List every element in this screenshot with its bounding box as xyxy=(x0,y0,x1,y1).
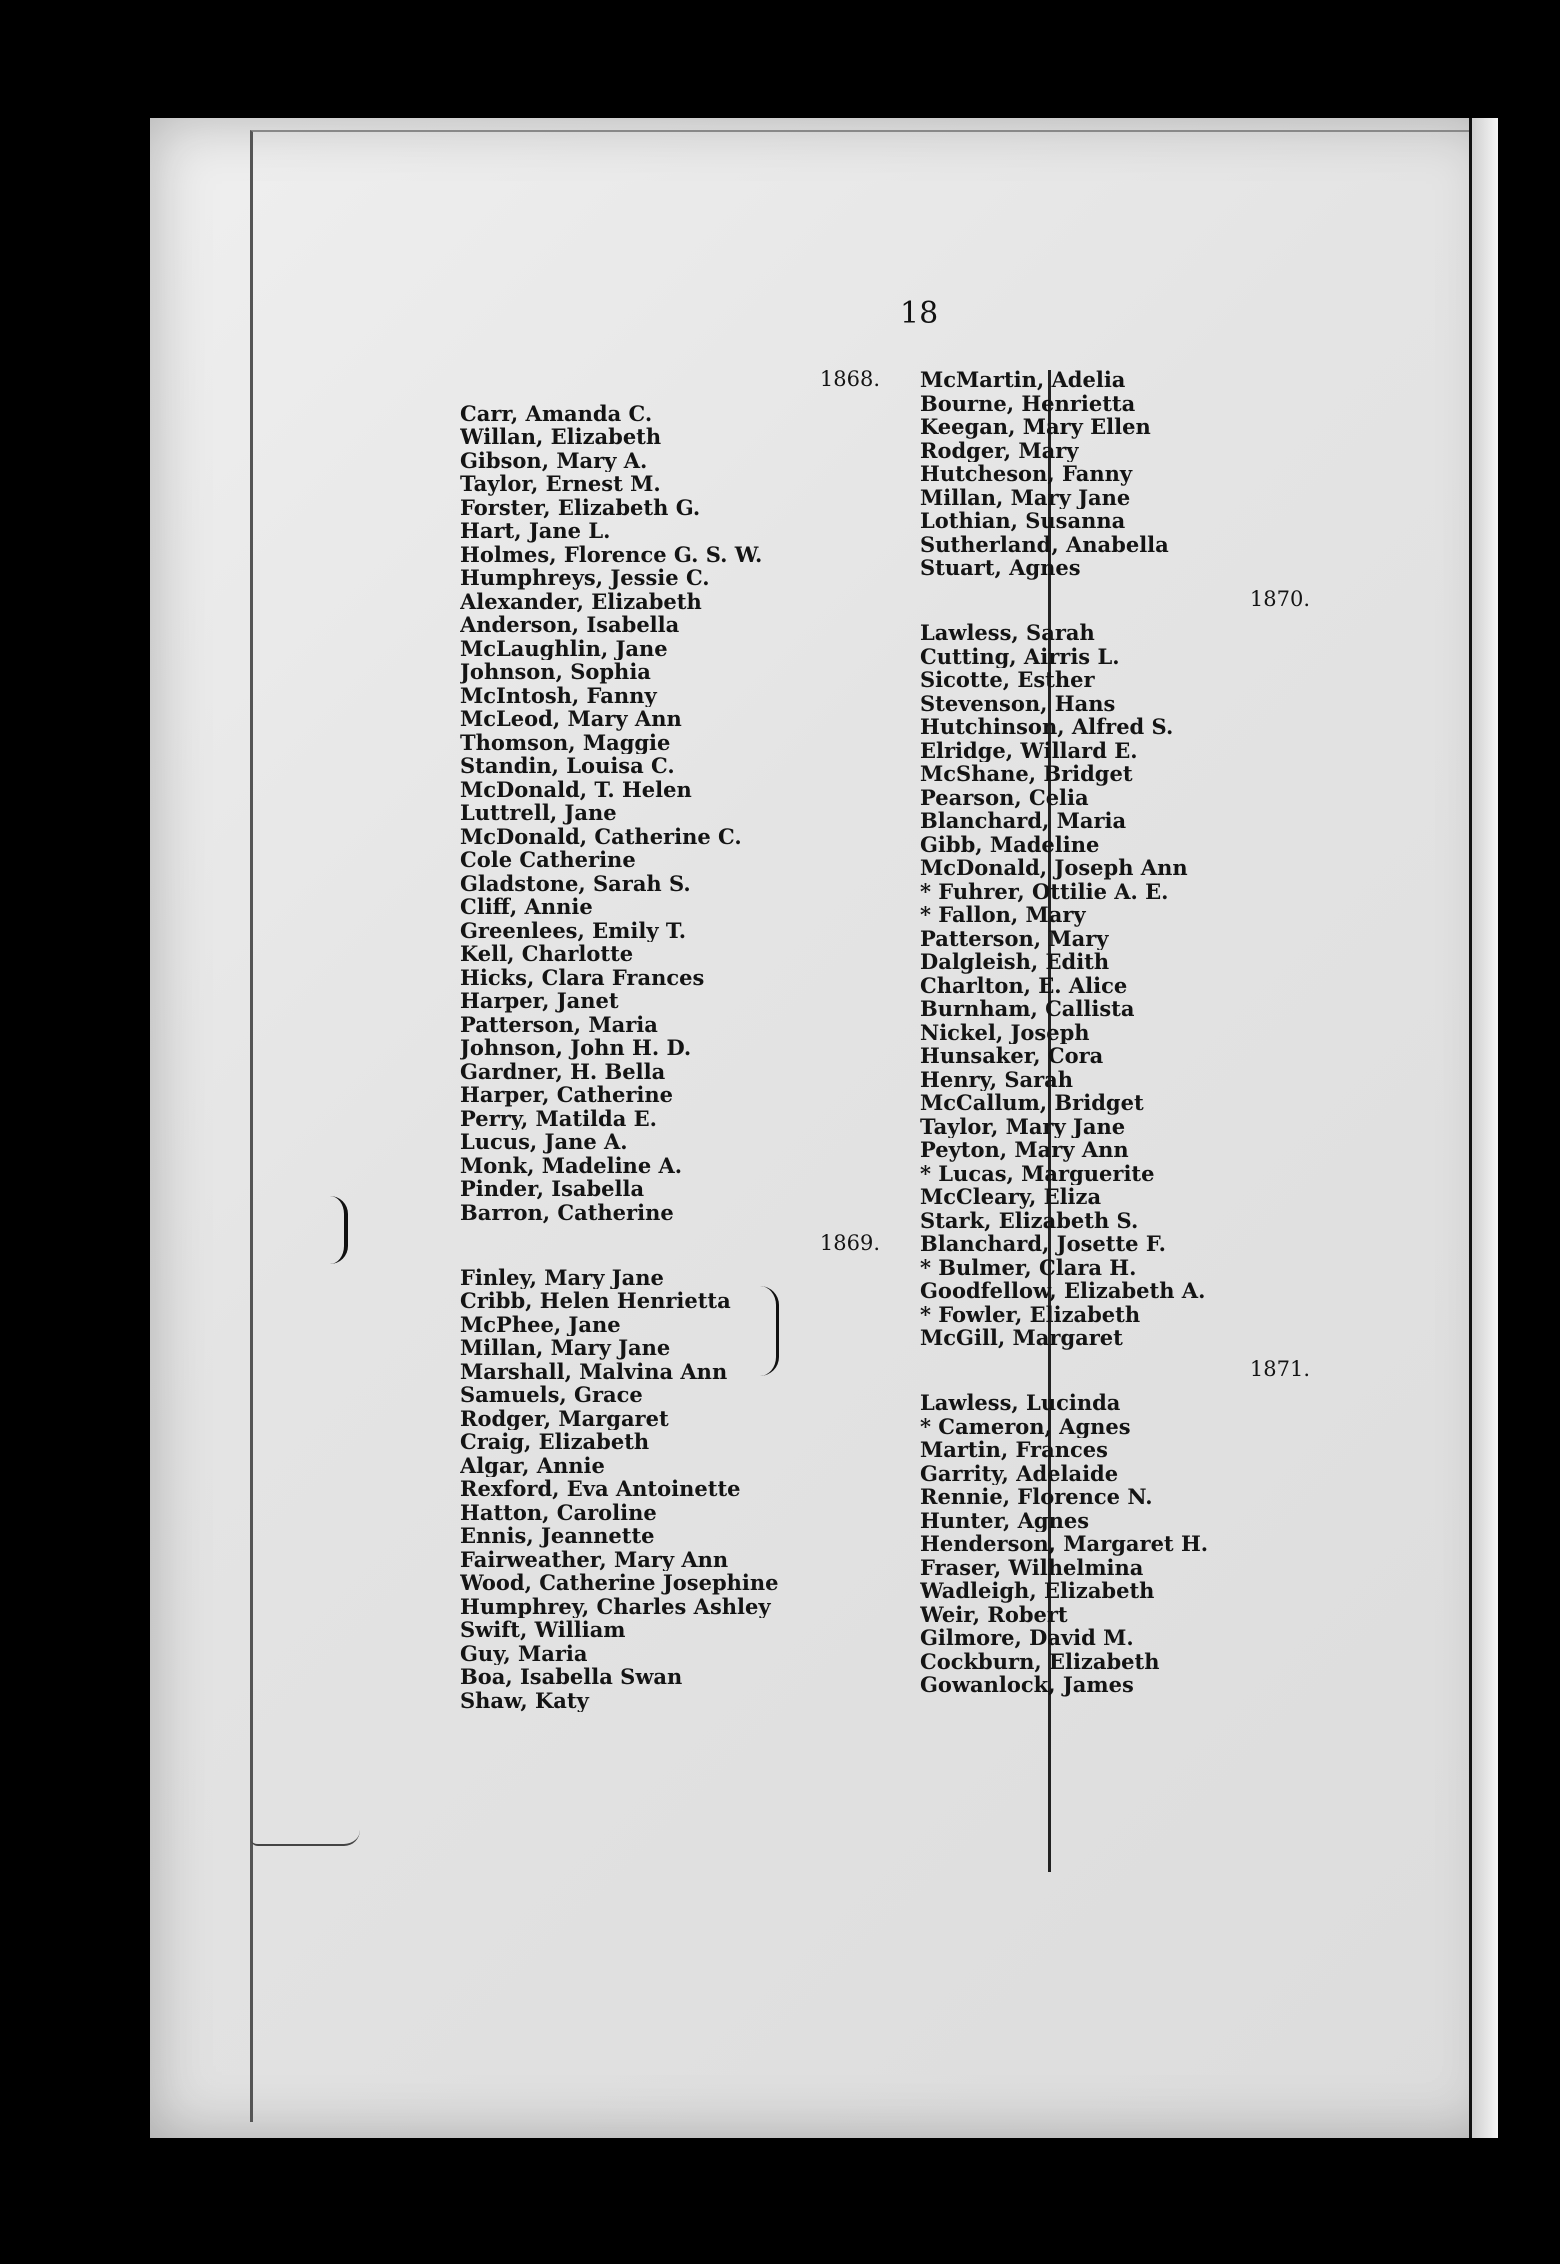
name-entry: Millan, Mary Jane xyxy=(920,485,1131,509)
name-entry: Craig, Elizabeth xyxy=(460,1430,650,1454)
name-entry: Gardner, H. Bella xyxy=(460,1059,666,1083)
name-entry: Stark, Elizabeth S. xyxy=(920,1208,1139,1232)
name-entry: Garrity, Adelaide xyxy=(920,1461,1119,1485)
name-entry: Samuels, Grace xyxy=(460,1383,643,1407)
name-entry: Alexander, Elizabeth xyxy=(460,589,702,613)
right-name-column xyxy=(920,368,1370,1697)
name-entry: Barron, Catherine xyxy=(460,1200,674,1224)
name-entry: Anderson, Isabella xyxy=(460,613,680,637)
name-entry: Finley, Mary Jane xyxy=(460,1265,664,1289)
name-entry: Johnson, Sophia xyxy=(460,660,651,684)
name-entry: Sutherland, Anabella xyxy=(920,532,1169,556)
name-entry: Taylor, Mary Jane xyxy=(920,1114,1126,1138)
name-entry: Luttrell, Jane xyxy=(460,801,617,825)
name-entry: * Cameron, Agnes xyxy=(920,1414,1131,1438)
name-entry: Hunter, Agnes xyxy=(920,1508,1090,1532)
name-entry: Hart, Jane L. xyxy=(460,519,611,543)
name-entry: Blanchard, Maria xyxy=(920,809,1127,833)
name-entry: Gibb, Madeline xyxy=(920,832,1100,856)
name-entry: Peyton, Mary Ann xyxy=(920,1138,1129,1162)
name-entry: Kell, Charlotte xyxy=(460,942,634,966)
year-heading: 1869. xyxy=(819,1232,880,1255)
name-entry: Rexford, Eva Antoinette xyxy=(460,1477,741,1501)
name-entry: Lucus, Jane A. xyxy=(460,1130,628,1154)
name-entry: Keegan, Mary Ellen xyxy=(920,415,1151,439)
name-entry: McCleary, Eliza xyxy=(920,1185,1102,1209)
name-entry: Perry, Matilda E. xyxy=(460,1106,657,1130)
name-entry: Cribb, Helen Henrietta xyxy=(460,1289,731,1313)
name-entry: Fraser, Wilhelmina xyxy=(920,1555,1144,1579)
name-entry: Cole Catherine xyxy=(460,848,636,872)
name-entry: Ennis, Jeannette xyxy=(460,1524,655,1548)
name-entry: Standin, Louisa C. xyxy=(460,754,675,778)
name-entry: Blanchard, Josette F. xyxy=(920,1232,1166,1256)
name-entry: Millan, Mary Jane xyxy=(460,1336,671,1360)
name-entry: Patterson, Mary xyxy=(920,926,1109,950)
name-entry: Swift, William xyxy=(460,1618,626,1642)
name-entry: Henderson, Margaret H. xyxy=(920,1532,1209,1556)
name-entry: Gibson, Mary A. xyxy=(460,448,648,472)
name-entry: Johnson, John H. D. xyxy=(460,1036,692,1060)
handwritten-squiggle-mark xyxy=(250,1830,360,1846)
name-entry: Wood, Catherine Josephine xyxy=(460,1571,779,1595)
name-entry: McDonald, Joseph Ann xyxy=(920,856,1188,880)
name-entry: Hatton, Caroline xyxy=(460,1500,657,1524)
name-entry: Pearson, Celia xyxy=(920,785,1089,809)
name-entry: Cockburn, Elizabeth xyxy=(920,1649,1160,1673)
name-entry: McMartin, Adelia xyxy=(920,368,1126,392)
name-entry: Harper, Catherine xyxy=(460,1083,674,1107)
name-entry: McCallum, Bridget xyxy=(920,1091,1144,1115)
page-edge xyxy=(1469,118,1498,2138)
name-entry: McDonald, T. Helen xyxy=(460,777,692,801)
name-entry: Weir, Robert xyxy=(920,1602,1068,1626)
name-entry: Humphreys, Jessie C. xyxy=(460,566,710,590)
page-number: 18 xyxy=(900,296,939,331)
name-entry: McIntosh, Fanny xyxy=(460,683,657,707)
name-entry: Holmes, Florence G. S. W. xyxy=(460,542,763,566)
name-entry: Rodger, Mary xyxy=(920,438,1079,462)
name-entry: McGill, Margaret xyxy=(920,1326,1123,1350)
name-entry: Burnham, Callista xyxy=(920,997,1135,1021)
name-entry: Stuart, Agnes xyxy=(920,556,1081,580)
name-entry: Fairweather, Mary Ann xyxy=(460,1547,729,1571)
year-heading: 1868. xyxy=(819,368,880,391)
name-entry: * Lucas, Marguerite xyxy=(920,1161,1155,1185)
name-entry: Stevenson, Hans xyxy=(920,691,1116,715)
name-entry: Lawless, Lucinda xyxy=(920,1391,1121,1415)
name-entry: * Fowler, Elizabeth xyxy=(920,1302,1141,1326)
name-entry: Patterson, Maria xyxy=(460,1012,658,1036)
name-entry: * Fallon, Mary xyxy=(920,903,1086,927)
name-entry: Hunsaker, Cora xyxy=(920,1044,1104,1068)
name-entry: Hicks, Clara Frances xyxy=(460,965,705,989)
handwritten-brace-mark xyxy=(330,1196,348,1264)
name-entry: Sicotte, Esther xyxy=(920,668,1095,692)
name-entry: Monk, Madeline A. xyxy=(460,1153,683,1177)
name-entry: Humphrey, Charles Ashley xyxy=(460,1594,771,1618)
name-entry: Gowanlock, James xyxy=(920,1673,1134,1697)
name-entry: Hutcheson, Fanny xyxy=(920,462,1133,486)
name-entry: McLaughlin, Jane xyxy=(460,636,668,660)
document-page xyxy=(150,118,1498,2138)
name-entry: Harper, Janet xyxy=(460,989,619,1013)
name-entry: Guy, Maria xyxy=(460,1641,588,1665)
name-entry: Lothian, Susanna xyxy=(920,509,1126,533)
name-entry: Henry, Sarah xyxy=(920,1067,1074,1091)
name-entry: Lawless, Sarah xyxy=(920,621,1095,645)
left-name-column xyxy=(460,368,890,1712)
name-entry: McShane, Bridget xyxy=(920,762,1133,786)
name-entry: Greenlees, Emily T. xyxy=(460,918,687,942)
name-entry: Bourne, Henrietta xyxy=(920,391,1136,415)
name-entry: Thomson, Maggie xyxy=(460,730,671,754)
name-entry: Rodger, Margaret xyxy=(460,1406,669,1430)
name-entry: Goodfellow, Elizabeth A. xyxy=(920,1279,1206,1303)
name-entry: Shaw, Katy xyxy=(460,1688,589,1712)
name-entry: McDonald, Catherine C. xyxy=(460,824,742,848)
name-entry: Marshall, Malvina Ann xyxy=(460,1359,728,1383)
name-entry: Boa, Isabella Swan xyxy=(460,1665,683,1689)
name-entry: Gilmore, David M. xyxy=(920,1626,1134,1650)
name-entry: McLeod, Mary Ann xyxy=(460,707,682,731)
name-entry: Carr, Amanda C. xyxy=(460,401,653,425)
name-entry: Cutting, Airris L. xyxy=(920,644,1120,668)
name-entry: Taylor, Ernest M. xyxy=(460,472,661,496)
name-entry: Gladstone, Sarah S. xyxy=(460,871,691,895)
name-entry: Charlton, E. Alice xyxy=(920,973,1128,997)
name-entry: Hutchinson, Alfred S. xyxy=(920,715,1174,739)
year-heading: 1871. xyxy=(1249,1357,1310,1381)
name-entry: Algar, Annie xyxy=(460,1453,605,1477)
name-entry: * Fuhrer, Ottilie A. E. xyxy=(920,879,1169,903)
name-entry: Pinder, Isabella xyxy=(460,1177,645,1201)
name-entry: Martin, Frances xyxy=(920,1438,1108,1462)
name-entry: Dalgleish, Edith xyxy=(920,950,1110,974)
name-entry: Rennie, Florence N. xyxy=(920,1485,1153,1509)
name-entry: Elridge, Willard E. xyxy=(920,738,1138,762)
name-entry: McPhee, Jane xyxy=(460,1312,621,1336)
name-entry: Forster, Elizabeth G. xyxy=(460,495,701,519)
handwritten-brace-mark xyxy=(760,1286,779,1376)
name-entry: * Bulmer, Clara H. xyxy=(920,1255,1137,1279)
year-heading: 1870. xyxy=(1249,587,1310,611)
name-entry: Cliff, Annie xyxy=(460,895,593,919)
name-entry: Willan, Elizabeth xyxy=(460,425,662,449)
name-entry: Wadleigh, Elizabeth xyxy=(920,1579,1155,1603)
name-entry: Nickel, Joseph xyxy=(920,1020,1090,1044)
